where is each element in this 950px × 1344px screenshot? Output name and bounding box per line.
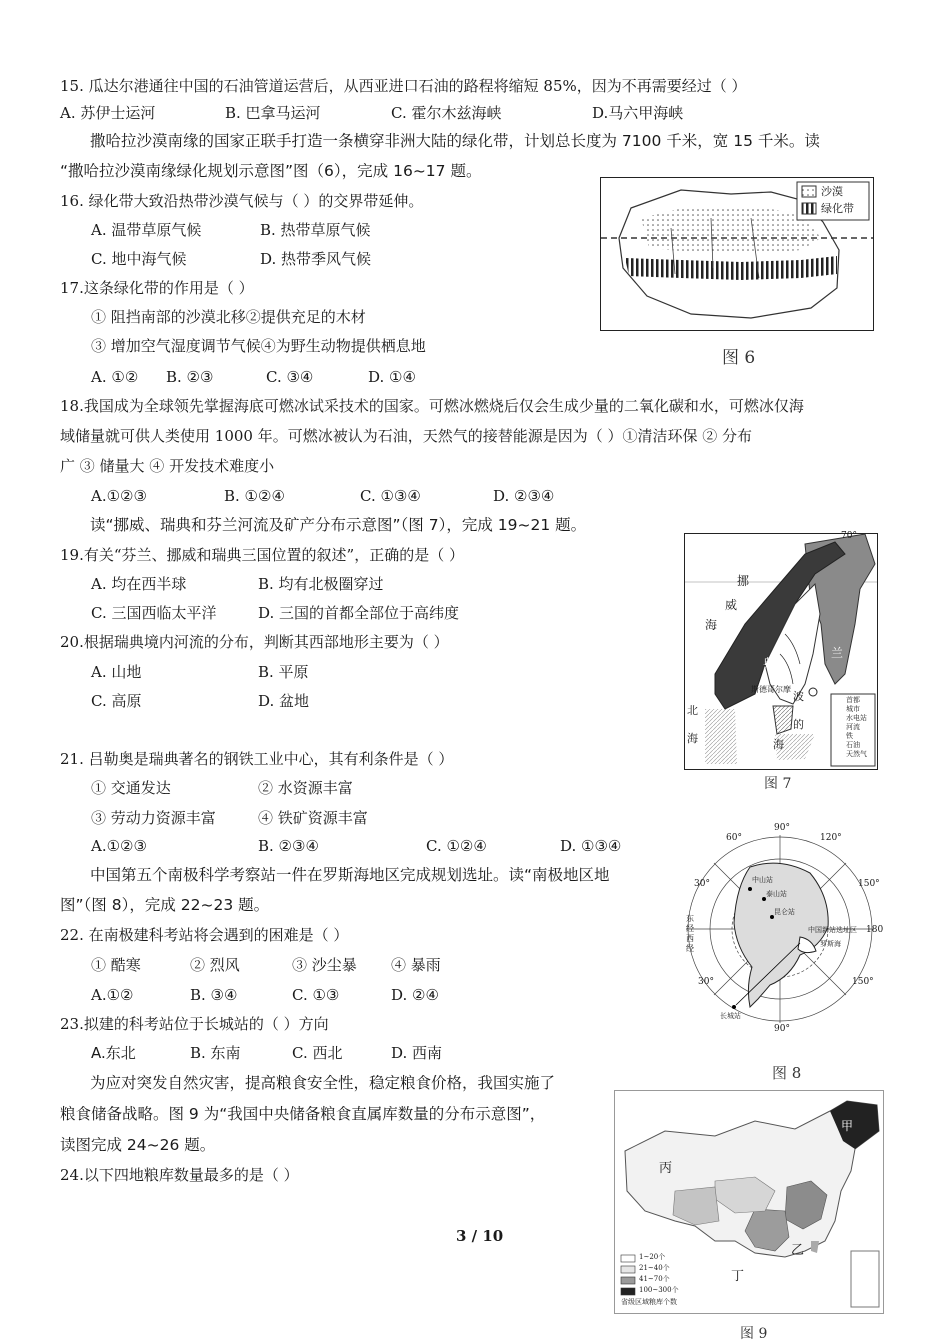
q20-stem: 20.根据瑞典境内河流的分布，判断其西部地形主要为（ ） xyxy=(60,633,449,651)
q23-option-a: A.东北 xyxy=(91,1044,136,1062)
fig7-label-sweden: 典 xyxy=(763,656,776,670)
q15-stem: 15. 瓜达尔港通往中国的石油管道运营后，从西亚进口石油的路程将缩短 85%，因为不再需要经过（ ） xyxy=(60,77,747,95)
q19-stem: 19.有关“芬兰、挪威和瑞典三国位置的叙述”，正确的是（ ） xyxy=(60,546,464,564)
fig7-legend-gas: 天然气 xyxy=(846,750,867,758)
intro24-line2: 粮食储备战略。图 9 为“我国中央储备粮食直属库数量的分布示意图”， xyxy=(60,1105,546,1123)
q17-option-d: D. ①④ xyxy=(368,368,416,386)
q17-line1: ① 阻挡南部的沙漠北移②提供充足的木材 xyxy=(91,308,366,326)
fig8-label-east: 东 xyxy=(686,914,694,923)
q21-item1: ① 交通发达 xyxy=(91,779,171,797)
q22-item2: ② 烈风 xyxy=(190,956,240,974)
fig8-label-kunlun: 昆仑站 xyxy=(774,908,795,916)
q22-item1: ① 酷寒 xyxy=(91,956,141,974)
fig7-label-north-sea2: 海 xyxy=(687,732,698,745)
q18-option-a: A.①②③ xyxy=(91,487,147,505)
intro22-line1: 中国第五个南极科学考察站一件在罗斯海地区完成规划选址。读“南极地区地 xyxy=(90,866,610,884)
figure-8-map xyxy=(680,823,884,1034)
q18-option-b: B. ①②④ xyxy=(224,487,285,505)
q24-stem: 24.以下四地粮库数量最多的是（ ） xyxy=(60,1166,299,1184)
fig8-label-long2: 经 xyxy=(686,944,694,953)
fig7-label-north-sea1: 北 xyxy=(687,704,698,717)
q16-option-b: B. 热带草原气候 xyxy=(260,221,371,239)
fig8-label-120: 120° xyxy=(820,833,842,843)
q16-option-a: A. 温带草原气候 xyxy=(91,221,202,239)
fig8-label-ross: 罗斯海 xyxy=(820,940,841,948)
q21-option-a: A.①②③ xyxy=(91,837,147,855)
fig8-label-150: 150° xyxy=(858,879,880,889)
fig7-label-finland: 兰 xyxy=(831,646,844,660)
q20-option-a: A. 山地 xyxy=(91,663,142,681)
q15-option-a: A. 苏伊士运河 xyxy=(60,104,156,122)
intro24-line3: 读图完成 24~26 题。 xyxy=(60,1136,216,1154)
q19-option-d: D. 三国的首都全部位于高纬度 xyxy=(258,604,460,622)
q15-option-d: D.马六甲海峡 xyxy=(592,104,684,122)
figure-6-caption: 图 6 xyxy=(722,348,756,368)
q21-option-c: C. ①②④ xyxy=(426,837,487,855)
q21-item4: ④ 铁矿资源丰富 xyxy=(258,809,368,827)
q20-option-b: B. 平原 xyxy=(258,663,309,681)
q16-stem: 16. 绿化带大致沿热带沙漠气候与（ ）的交界带延伸。 xyxy=(60,192,424,210)
fig9-label-ding: 丁 xyxy=(731,1269,745,1284)
fig8-label-long1: 经 xyxy=(686,924,694,933)
figure-7-map xyxy=(684,533,878,770)
fig7-label-norway1: 挪 xyxy=(737,574,750,588)
fig7-label-norway2: 威 xyxy=(725,598,738,612)
q17-option-b: B. ②③ xyxy=(166,368,214,386)
intro22-line2: 图”（图 8），完成 22~23 题。 xyxy=(60,896,270,914)
figure-8-caption: 图 8 xyxy=(772,1064,802,1082)
q19-option-b: B. 均有北极圈穿过 xyxy=(258,575,384,593)
fig7-legend-city: 城市 xyxy=(846,705,860,713)
fig7-lat-label: 70° xyxy=(841,531,857,541)
intro19: 读“挪威、瑞典和芬兰河流及矿产分布示意图”（图 7），完成 19~21 题。 xyxy=(90,516,587,534)
q22-option-a: A.①② xyxy=(91,986,134,1004)
fig9-legend-3: 41~70个 xyxy=(639,1275,670,1283)
q21-stem: 21. 吕勒奥是瑞典著名的钢铁工业中心，其有利条件是（ ） xyxy=(60,750,454,768)
q20-option-c: C. 高原 xyxy=(91,692,142,710)
q15-option-c: C. 霍尔木兹海峡 xyxy=(391,104,502,122)
fig7-legend-capital: 首都 xyxy=(846,696,860,704)
figure-7-caption: 图 7 xyxy=(764,776,792,792)
fig8-label-west: 西 xyxy=(686,934,694,943)
q21-item2: ② 水资源丰富 xyxy=(258,779,353,797)
fig6-legend-desert: 沙漠 xyxy=(821,185,843,198)
fig8-label-30: 30° xyxy=(694,879,710,889)
q22-item3: ③ 沙尘暴 xyxy=(292,956,357,974)
fig9-label-yi: 乙 xyxy=(791,1243,805,1258)
q18-option-d: D. ②③④ xyxy=(493,487,555,505)
figure-9-map xyxy=(614,1090,884,1314)
fig8-label-greatwall: 长城站 xyxy=(720,1012,741,1020)
q21-option-d: D. ①③④ xyxy=(560,837,622,855)
q23-option-d: D. 西南 xyxy=(391,1044,443,1062)
q20-option-d: D. 盆地 xyxy=(258,692,310,710)
q17-option-a: A. ①② xyxy=(91,368,139,386)
intro16-line2: “撒哈拉沙漠南缘绿化规划示意图”图（6），完成 16~17 题。 xyxy=(60,162,482,180)
q22-stem: 22. 在南极建科考站将会遇到的困难是（ ） xyxy=(60,926,349,944)
q18-line2: 域储量就可供人类使用 1000 年。可燃冰被认为石油，天然气的接替能源是因为（ ）①清洁环保 ② 分布 xyxy=(60,427,753,445)
fig7-legend-oil: 石油 xyxy=(846,741,860,749)
fig8-label-lower-150: 150° xyxy=(852,977,874,987)
fig7-label-sea: 海 xyxy=(705,618,718,632)
fig8-label-taishan: 泰山站 xyxy=(766,890,787,898)
fig7-label-baltic3: 海 xyxy=(773,738,784,751)
page-number: 3 / 10 xyxy=(456,1227,504,1245)
intro24-line1: 为应对突发自然灾害，提高粮食安全性，稳定粮食价格，我国实施了 xyxy=(90,1074,556,1092)
fig8-label-lower-30: 30° xyxy=(698,977,714,987)
intro16-line1: 撒哈拉沙漠南缘的国家正联手打造一条横穿非洲大陆的绿化带，计划总长度为 7100 千米，宽 15 千米。读 xyxy=(90,132,820,150)
q17-stem: 17.这条绿化带的作用是（ ） xyxy=(60,279,254,297)
q18-line1: 18.我国成为全球领先掌握海底可燃冰试采技术的国家。可燃冰燃烧后仅会生成少量的二氧化碳和水，可燃冰仅海 xyxy=(60,397,804,415)
q17-line2: ③ 增加空气湿度调节气候④为野生动物提供栖息地 xyxy=(91,337,426,355)
q15-option-b: B. 巴拿马运河 xyxy=(225,104,321,122)
q17-option-c: C. ③④ xyxy=(266,368,314,386)
fig9-legend-1: 1~20个 xyxy=(639,1253,666,1261)
q22-option-d: D. ②④ xyxy=(391,986,439,1004)
fig9-label-bing: 丙 xyxy=(659,1161,673,1176)
fig7-legend xyxy=(846,696,867,759)
fig7-legend-hydro: 水电站 xyxy=(846,714,867,722)
fig7-legend-iron: 铁 xyxy=(846,732,853,740)
fig9-legend-2: 21~40个 xyxy=(639,1264,670,1272)
q23-option-c: C. 西北 xyxy=(292,1044,343,1062)
q21-item3: ③ 劳动力资源丰富 xyxy=(91,809,216,827)
q22-item4: ④ 暴雨 xyxy=(391,956,441,974)
fig8-label-top: 90° xyxy=(774,823,790,833)
q22-option-c: C. ①③ xyxy=(292,986,340,1004)
fig6-legend-greenbelt: 绿化带 xyxy=(821,202,854,215)
figure-9-caption: 图 9 xyxy=(740,1326,768,1342)
fig7-label-stockholm: 斯德哥尔摩 xyxy=(751,685,791,694)
fig7-label-baltic1: 波 xyxy=(793,690,804,703)
q23-stem: 23.拟建的科考站位于长城站的（ ）方向 xyxy=(60,1015,329,1033)
q16-option-d: D. 热带季风气候 xyxy=(260,250,372,268)
fig9-label-jia: 甲 xyxy=(841,1119,854,1133)
fig9-legend-title: 省级区域粮库个数 xyxy=(621,1298,677,1306)
q22-option-b: B. ③④ xyxy=(190,986,238,1004)
fig8-label-60: 60° xyxy=(726,833,742,843)
fig9-legend-4: 100~300个 xyxy=(639,1286,679,1294)
fig7-legend-river: 河流 xyxy=(846,723,860,731)
fig8-label-180: 180 xyxy=(866,925,884,935)
figure-6-map xyxy=(600,177,874,331)
q18-option-c: C. ①③④ xyxy=(360,487,421,505)
q16-option-c: C. 地中海气候 xyxy=(91,250,187,268)
fig8-label-zhongshan: 中山站 xyxy=(752,876,773,884)
q19-option-c: C. 三国西临太平洋 xyxy=(91,604,217,622)
q19-option-a: A. 均在西半球 xyxy=(91,575,187,593)
q18-line3: 广 ③ 储量大 ④ 开发技术难度小 xyxy=(60,457,275,475)
q23-option-b: B. 东南 xyxy=(190,1044,241,1062)
q21-option-b: B. ②③④ xyxy=(258,837,319,855)
fig7-label-baltic2: 的 xyxy=(793,718,804,731)
fig8-label-bottom: 90° xyxy=(774,1024,790,1034)
fig8-label-newstation: 中国新站选址区 xyxy=(808,926,857,934)
